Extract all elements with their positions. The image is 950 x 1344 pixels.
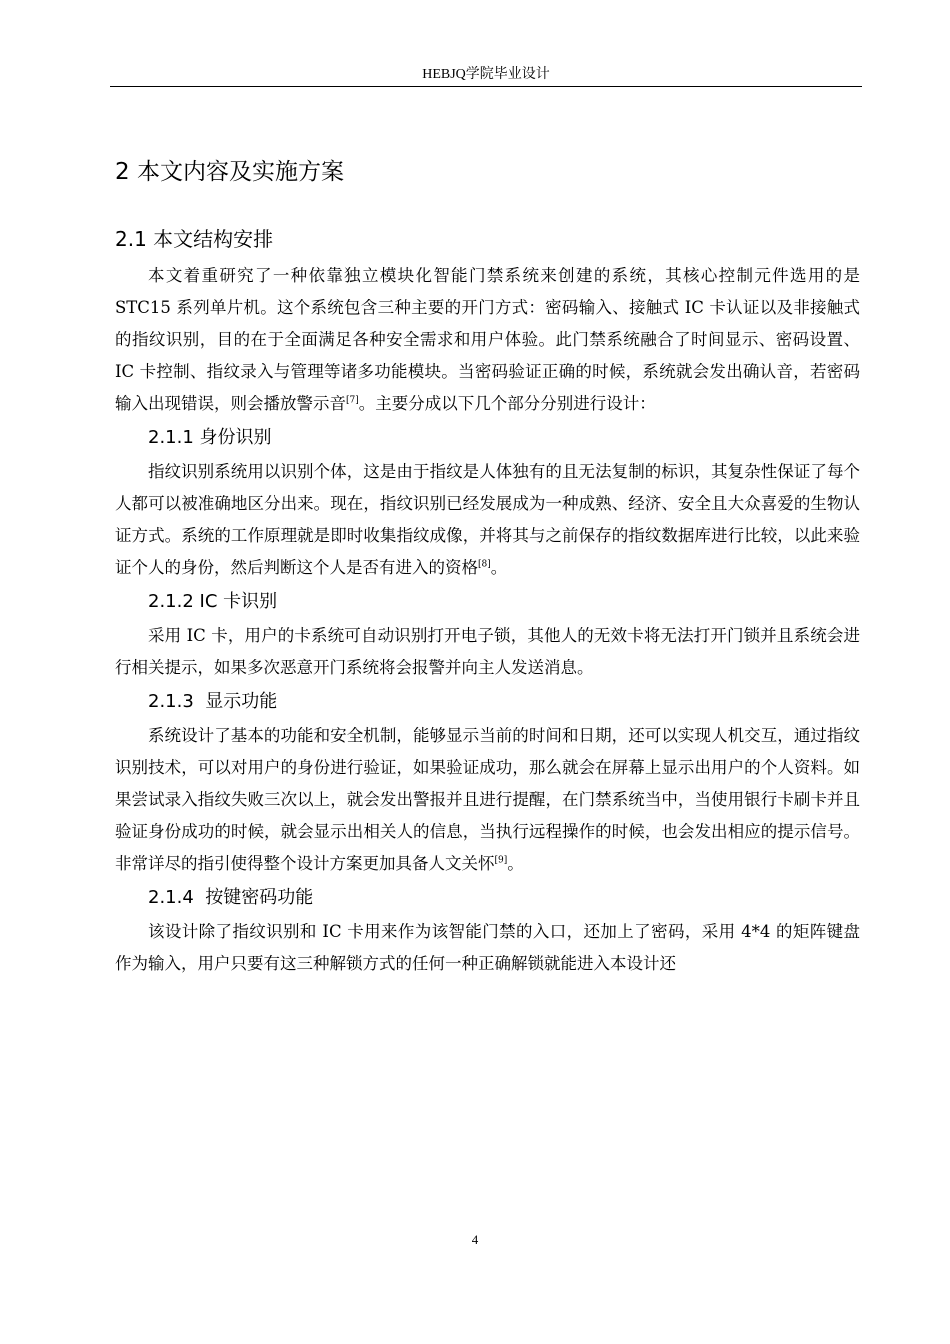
citation-8: [8]	[478, 559, 491, 570]
subsection-2-1-3-title: 2.1.3 显示功能	[148, 691, 278, 712]
section-2-1-title: 2.1 本文结构安排	[115, 227, 274, 251]
page-content	[115, 155, 860, 980]
subsection-2-1-2-title: 2.1.2 IC 卡识别	[148, 591, 278, 612]
subsection-2-1-4-title: 2.1.4 按键密码功能	[148, 887, 314, 908]
citation-9: [9]	[494, 855, 508, 866]
subsection-2-1-1-text: 指纹识别系统用以识别个体，这是由于指纹是人体独有的且无法复制的标识，其复杂性保证了每个人都可以被准确地区分出来。现在，指纹识别已经发展成为一种成熟、经济、安全且大众喜爱的生物认证方式。系统的工作原理就是即时收集指纹成像，并将其与之前保存的指纹数据库进行比较，以此来验证个人的身份，然后判断这个人是否有进入的资格	[115, 462, 860, 577]
subsection-2-1-2-paragraph: 采用 IC 卡，用户的卡系统可自动识别打开电子锁，其他人的无效卡将无法打开门锁并且系统会进行相关提示，如果多次恶意开门系统将会报警并向主人发送消息。	[115, 626, 860, 677]
running-header: HEBJQ学院毕业设计	[422, 67, 550, 82]
subsection-2-1-1-paragraph	[115, 456, 860, 584]
section-2-1-paragraph	[115, 260, 860, 420]
page-number: 4	[471, 1232, 479, 1247]
header-rule	[110, 86, 862, 87]
section-2-1-text: 本文着重研究了一种依靠独立模块化智能门禁系统来创建的系统，其核心控制元件选用的是 STC15 系列单片机。这个系统包含三种主要的开门方式：密码输入、接触式 IC 卡认证以及非接触式的指纹识别，目的在于全面满足各种安全需求和用户体验。此门禁系统融合了时间显示、密码设置、IC 卡控制、指纹录入与管理等诸多功能模块。当密码验证正确的时候，系统就会发出确认音，若密码输入出现错误，则会播放警示音	[115, 266, 860, 413]
chapter-title: 2 本文内容及实施方案	[115, 159, 344, 185]
subsection-2-1-3-text: 系统设计了基本的功能和安全机制，能够显示当前的时间和日期，还可以实现人机交互，通过指纹识别技术，可以对用户的身份进行验证，如果验证成功，那么就会在屏幕上显示出用户的个人资料。如果尝试录入指纹失败三次以上，就会发出警报并且进行提醒，在门禁系统当中，当使用银行卡刷卡并且验证身份成功的时候，就会显示出相关人的信息，当执行远程操作的时候，也会发出相应的提示信号。非常详尽的指引使得整个设计方案更加具备人文关怀	[115, 726, 860, 873]
subsection-2-1-3-paragraph	[115, 720, 860, 880]
subsection-2-1-3-text-tail: 。	[507, 854, 524, 873]
citation-7: [7]	[346, 395, 359, 406]
subsection-2-1-1-text-tail: 。	[490, 558, 508, 577]
subsection-2-1-4-paragraph: 该设计除了指纹识别和 IC 卡用来作为该智能门禁的入口，还加上了密码，采用 4*4 的矩阵键盘作为输入，用户只要有这三种解锁方式的任何一种正确解锁就能进入本设计还	[115, 922, 860, 973]
subsection-2-1-1-title: 2.1.1 身份识别	[148, 427, 272, 448]
section-2-1-text-tail: 。主要分成以下几个部分分别进行设计：	[358, 394, 656, 413]
